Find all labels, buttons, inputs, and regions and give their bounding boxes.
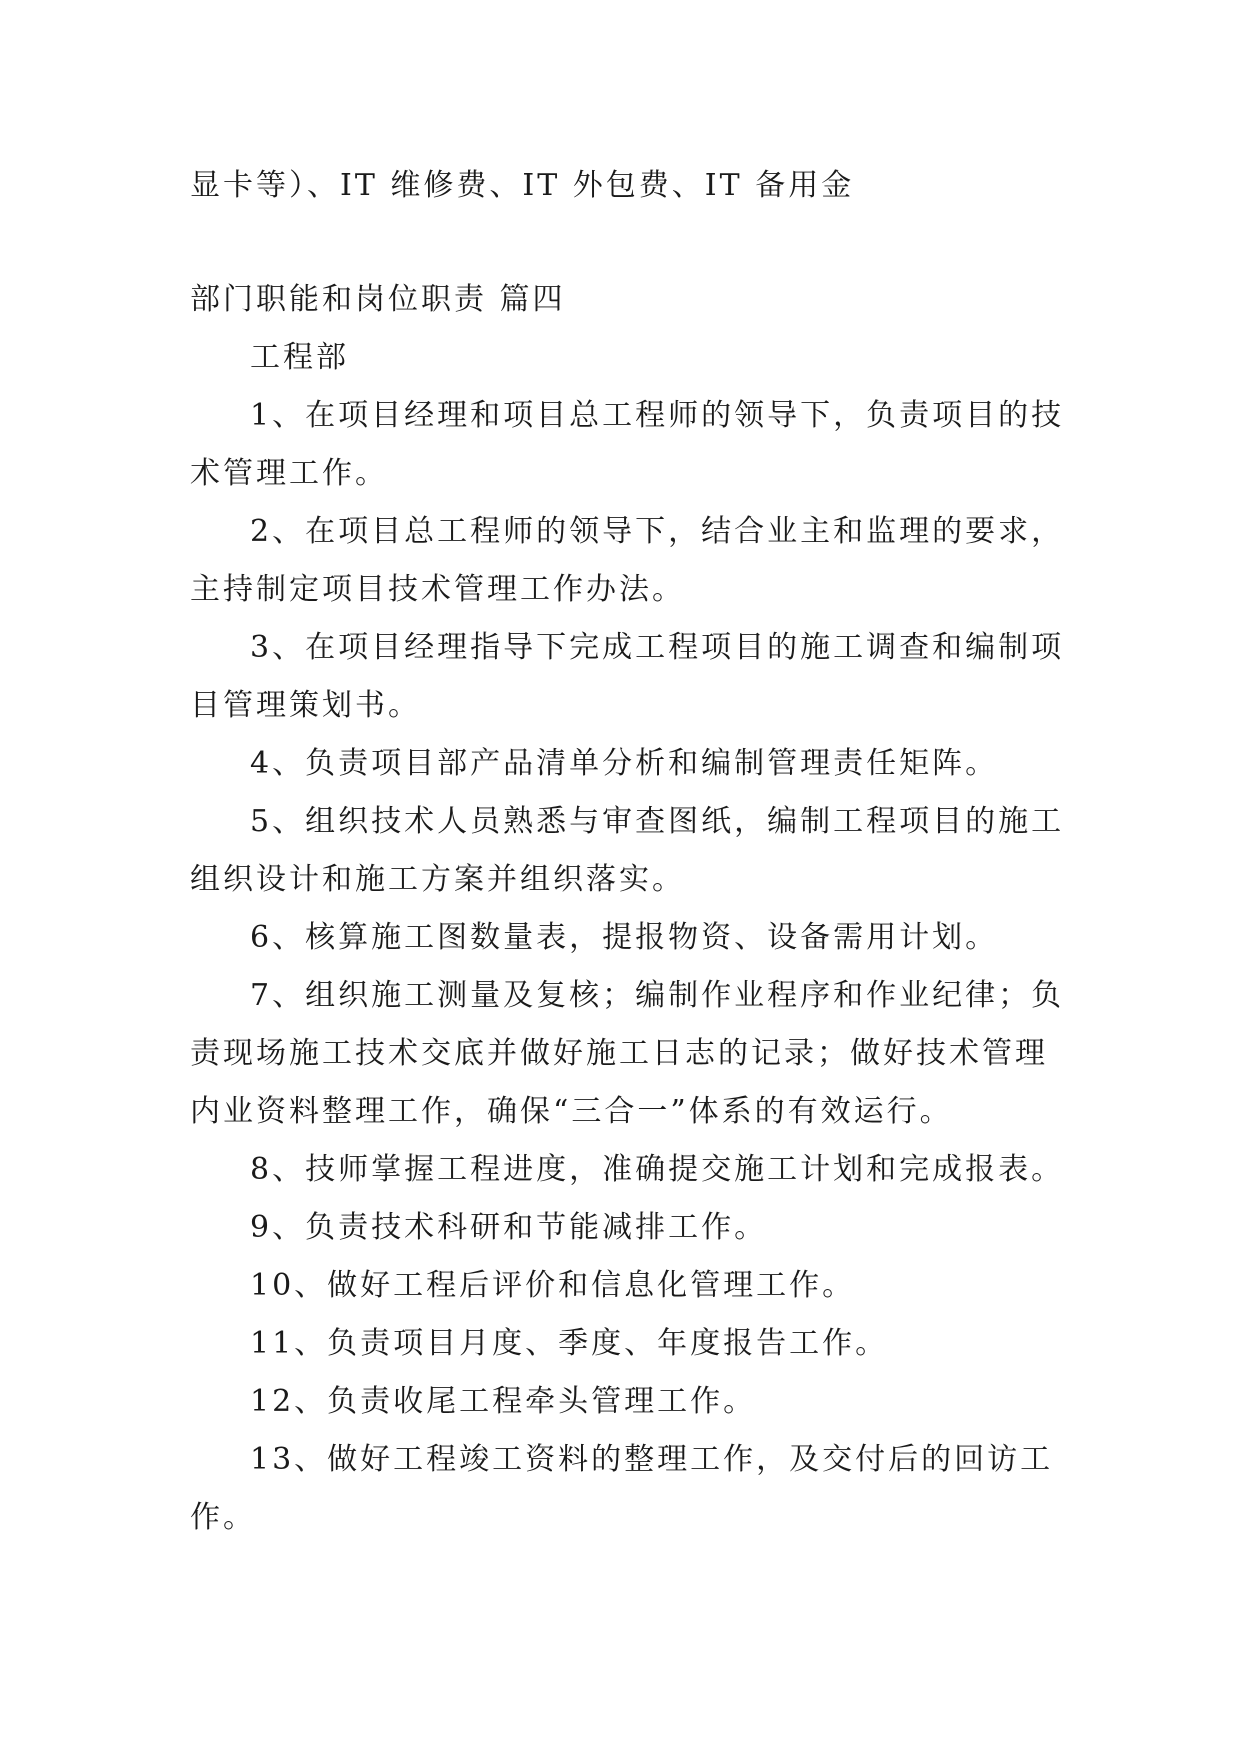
duty-item-4: 4、负责项目部产品清单分析和编制管理责任矩阵。 bbox=[250, 746, 999, 781]
duty-item-8: 8、技师掌握工程进度，准确提交施工计划和完成报表。 bbox=[250, 1152, 1065, 1187]
duty-item-5: 5、组织技术人员熟悉与审查图纸，编制工程项目的施工组织设计和施工方案并组织落实。 bbox=[190, 804, 1065, 897]
duty-item-10: 10、做好工程后评价和信息化管理工作。 bbox=[250, 1268, 856, 1303]
duty-item-7: 7、组织施工测量及复核；编制作业程序和作业纪律；负责现场施工技术交底并做好施工日志的记录；做好技术管理内业资料整理工作，确保“三合一”体系的有效运行。 bbox=[190, 978, 1065, 1129]
duty-item-3: 3、在项目经理指导下完成工程项目的施工调查和编制项目管理策划书。 bbox=[190, 630, 1065, 723]
duty-item-9: 9、负责技术科研和节能减排工作。 bbox=[250, 1210, 768, 1245]
continued-text-line: 显卡等）、IT 维修费、IT 外包费、IT 备用金 bbox=[190, 168, 855, 203]
duty-item-13: 13、做好工程竣工资料的整理工作，及交付后的回访工作。 bbox=[190, 1442, 1054, 1535]
duty-item-6: 6、核算施工图数量表，提报物资、设备需用计划。 bbox=[250, 920, 999, 955]
department-name: 工程部 bbox=[250, 340, 349, 375]
document-body bbox=[190, 157, 1070, 1547]
section-gap bbox=[190, 215, 1070, 271]
duty-item-11: 11、负责项目月度、季度、年度报告工作。 bbox=[250, 1326, 889, 1361]
duty-item-12: 12、负责收尾工程牵头管理工作。 bbox=[250, 1384, 757, 1419]
duty-item-2: 2、在项目总工程师的领导下，结合业主和监理的要求，主持制定项目技术管理工作办法。 bbox=[190, 514, 1065, 607]
section-title: 部门职能和岗位职责 篇四 bbox=[190, 282, 566, 317]
duty-item-1: 1、在项目经理和项目总工程师的领导下，负责项目的技术管理工作。 bbox=[190, 398, 1065, 491]
